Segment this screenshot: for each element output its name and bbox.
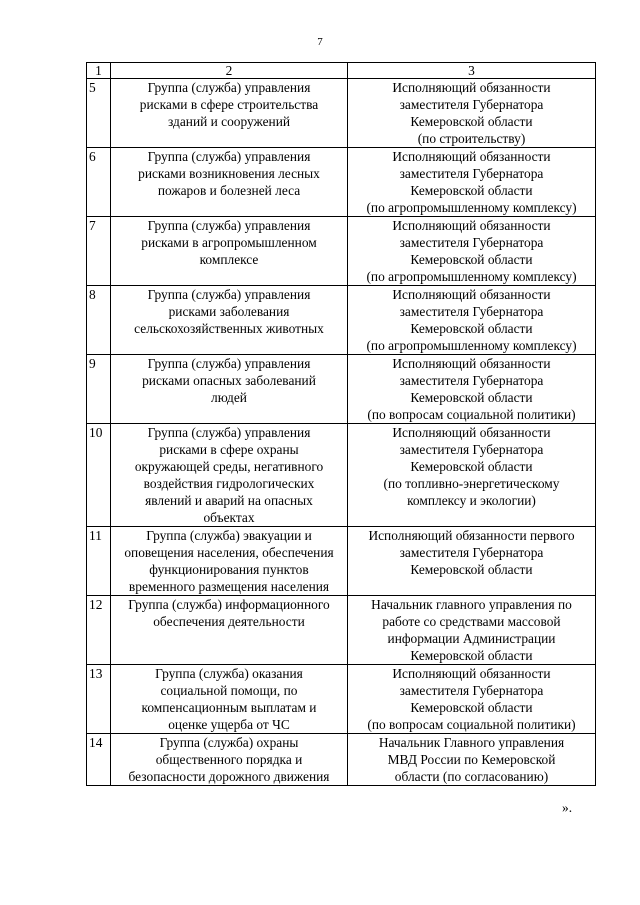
- responsible-person-cell: [348, 734, 596, 786]
- text-line: Исполняющий обязанности первого: [368, 528, 575, 543]
- group-name-cell: [111, 596, 348, 665]
- row-number: 11: [87, 527, 111, 596]
- text-line: рисками заболевания: [168, 304, 290, 319]
- text-line: комплексу и экологии): [407, 493, 536, 508]
- responsible-person-cell: [348, 527, 596, 596]
- text-line: общественного порядка и: [155, 752, 303, 767]
- table-row: [87, 596, 596, 665]
- text-line: заместителя Губернатора: [399, 235, 544, 250]
- text-line: Кемеровской области: [410, 252, 533, 267]
- responsible-person-cell: [348, 355, 596, 424]
- row-number: 8: [87, 286, 111, 355]
- table-row: [87, 424, 596, 527]
- group-name-cell: [111, 424, 348, 527]
- responsible-person-cell: [348, 596, 596, 665]
- responsible-person-cell: [348, 217, 596, 286]
- text-line: заместителя Губернатора: [399, 545, 544, 560]
- row-number: 12: [87, 596, 111, 665]
- responsible-person-cell: [348, 424, 596, 527]
- group-name-cell: [111, 79, 348, 148]
- text-line: Исполняющий обязанности: [392, 149, 551, 164]
- text-line: Исполняющий обязанности: [392, 80, 551, 95]
- header-cell-3: 3: [348, 63, 596, 79]
- group-name-cell: [111, 217, 348, 286]
- text-line: (по строительству): [417, 131, 526, 146]
- row-number: 6: [87, 148, 111, 217]
- text-line: работе со средствами массовой: [382, 614, 561, 629]
- group-name-cell: [111, 286, 348, 355]
- text-line: Исполняющий обязанности: [392, 287, 551, 302]
- text-line: заместителя Губернатора: [399, 683, 544, 698]
- text-line: объектах: [203, 510, 255, 525]
- text-line: (по топливно-энергетическому: [383, 476, 560, 491]
- text-line: Начальник главного управления по: [371, 597, 572, 612]
- text-line: (по вопросам социальной политики): [367, 717, 576, 732]
- text-line: области (по согласованию): [394, 769, 549, 784]
- text-line: окружающей среды, негативного: [134, 459, 324, 474]
- text-line: зданий и сооружений: [167, 114, 291, 129]
- text-line: безопасности дорожного движения: [128, 769, 330, 784]
- group-name-cell: [111, 527, 348, 596]
- text-line: Группа (служба) управления: [147, 287, 311, 302]
- group-name-cell: [111, 148, 348, 217]
- row-number: 5: [87, 79, 111, 148]
- text-line: Кемеровской области: [410, 183, 533, 198]
- text-line: Группа (служба) управления: [147, 149, 311, 164]
- row-number: 13: [87, 665, 111, 734]
- text-line: Исполняющий обязанности: [392, 666, 551, 681]
- text-line: (по агропромышленному комплексу): [366, 200, 577, 215]
- text-line: Кемеровской области: [410, 648, 533, 663]
- text-line: функционирования пунктов: [149, 562, 309, 577]
- closing-quote: ».: [562, 800, 573, 815]
- table-row: [87, 148, 596, 217]
- text-line: явлений и аварий на опасных: [145, 493, 313, 508]
- text-line: Группа (служба) управления: [147, 80, 311, 95]
- responsible-person-cell: [348, 665, 596, 734]
- table-row: [87, 665, 596, 734]
- text-line: (по агропромышленному комплексу): [366, 338, 577, 353]
- row-number: 9: [87, 355, 111, 424]
- header-cell-1: 1: [87, 63, 111, 79]
- table-row: [87, 79, 596, 148]
- row-number: 14: [87, 734, 111, 786]
- text-line: заместителя Губернатора: [399, 304, 544, 319]
- text-line: информации Администрации: [387, 631, 556, 646]
- text-line: компенсационным выплатам и: [141, 700, 317, 715]
- text-line: Исполняющий обязанности: [392, 356, 551, 371]
- table-row: [87, 217, 596, 286]
- text-line: рисками в агропромышленном: [141, 235, 317, 250]
- text-line: Группа (служба) информационного: [128, 597, 330, 612]
- table-row: [87, 355, 596, 424]
- group-name-cell: [111, 355, 348, 424]
- text-line: социальной помощи, по: [160, 683, 298, 698]
- text-line: рисками опасных заболеваний: [142, 373, 316, 388]
- page-number: 7: [317, 36, 323, 48]
- text-line: сельскохозяйственных животных: [134, 321, 324, 336]
- text-line: Начальник Главного управления: [378, 735, 565, 750]
- group-name-cell: [111, 734, 348, 786]
- text-line: Исполняющий обязанности: [392, 218, 551, 233]
- text-line: (по агропромышленному комплексу): [366, 269, 577, 284]
- text-line: Кемеровской области: [410, 459, 533, 474]
- text-line: пожаров и болезней леса: [157, 183, 301, 198]
- text-line: Кемеровской области: [410, 700, 533, 715]
- text-line: заместителя Губернатора: [399, 373, 544, 388]
- text-line: заместителя Губернатора: [399, 442, 544, 457]
- text-line: воздействия гидрологических: [143, 476, 315, 491]
- table-row: [87, 286, 596, 355]
- text-line: заместителя Губернатора: [399, 166, 544, 181]
- text-line: Группа (служба) эвакуации и: [146, 528, 312, 543]
- table-row: [87, 734, 596, 786]
- text-line: обеспечения деятельности: [153, 614, 305, 629]
- text-line: оповещения населения, обеспечения: [124, 545, 334, 560]
- text-line: рисками возникновения лесных: [138, 166, 320, 181]
- text-line: рисками в сфере строительства: [139, 97, 319, 112]
- row-number: 7: [87, 217, 111, 286]
- text-line: Группа (служба) оказания: [155, 666, 303, 681]
- text-line: (по вопросам социальной политики): [367, 407, 576, 422]
- text-line: Кемеровской области: [410, 321, 533, 336]
- group-name-cell: [111, 665, 348, 734]
- text-line: Кемеровской области: [410, 390, 533, 405]
- responsible-person-cell: [348, 148, 596, 217]
- text-line: Группа (служба) управления: [147, 356, 311, 371]
- text-line: Кемеровской области: [410, 562, 533, 577]
- responsible-person-cell: [348, 286, 596, 355]
- text-line: МВД России по Кемеровской: [387, 752, 556, 767]
- text-line: рисками в сфере охраны: [159, 442, 299, 457]
- table-header-row: [87, 63, 596, 79]
- text-line: Группа (служба) охраны: [159, 735, 299, 750]
- responsible-person-cell: [348, 79, 596, 148]
- text-line: людей: [211, 390, 247, 405]
- text-line: Кемеровской области: [410, 114, 533, 129]
- table-row: [87, 527, 596, 596]
- row-number: 10: [87, 424, 111, 527]
- text-line: Группа (служба) управления: [147, 218, 311, 233]
- text-line: оценке ущерба от ЧС: [168, 717, 290, 732]
- text-line: Исполняющий обязанности: [392, 425, 551, 440]
- responsibility-table: [86, 62, 596, 786]
- text-line: Группа (служба) управления: [147, 425, 311, 440]
- text-line: временного размещения населения: [128, 579, 330, 594]
- text-line: заместителя Губернатора: [399, 97, 544, 112]
- header-cell-2: 2: [111, 63, 348, 79]
- text-line: комплексе: [199, 252, 259, 267]
